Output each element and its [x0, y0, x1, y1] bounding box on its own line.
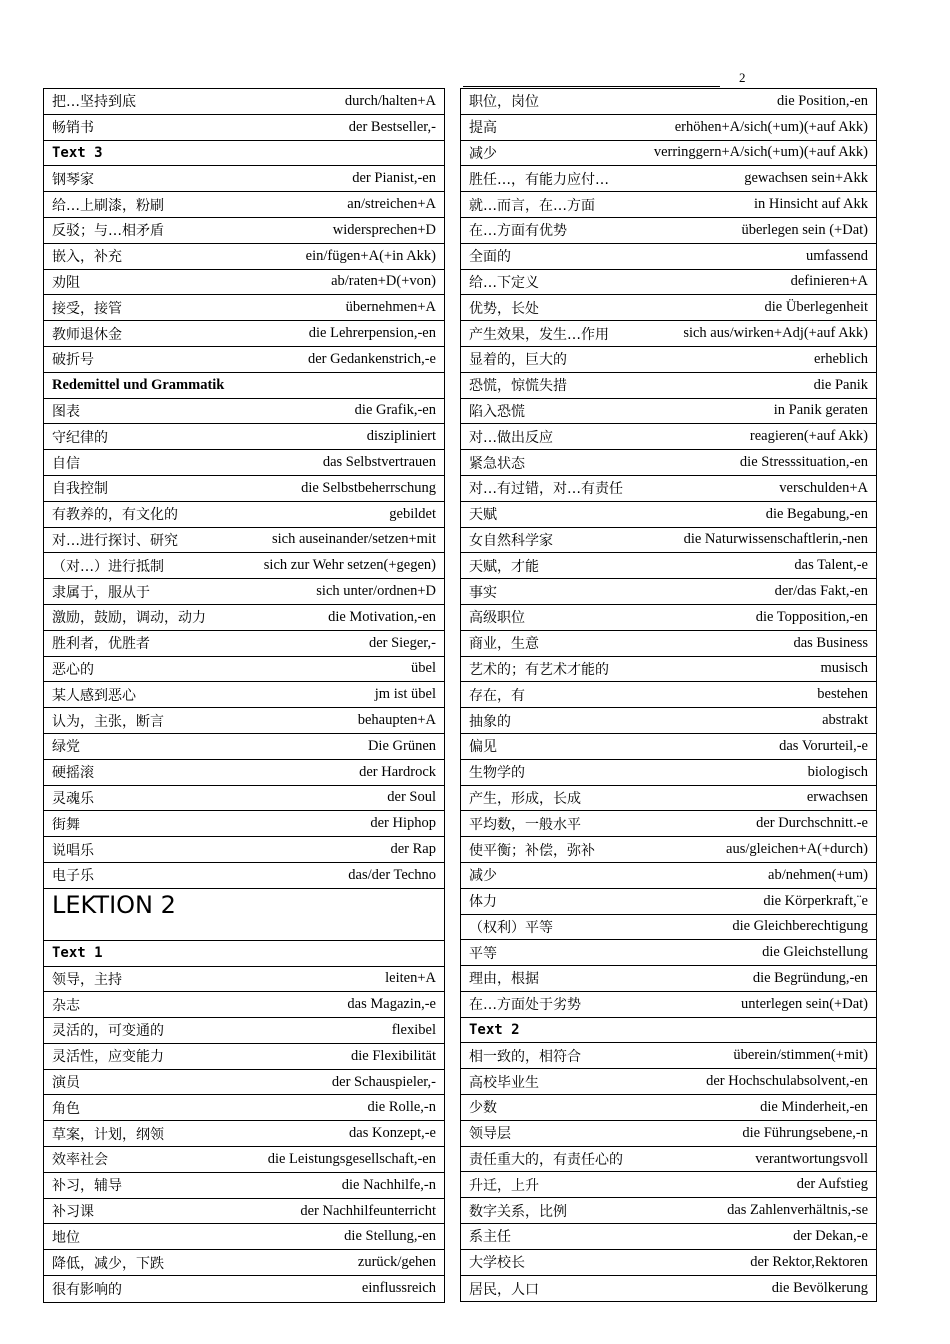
vocab-row: [461, 270, 876, 296]
german-term: überein/stimmen(+mit): [733, 1047, 868, 1064]
chinese-term: 显着的，巨大的: [469, 352, 567, 369]
vocab-row: [44, 1018, 444, 1044]
chinese-term: （对…）进行抵制: [52, 558, 164, 575]
vocab-row: [461, 579, 876, 605]
german-term: der Bestseller,-: [348, 118, 436, 135]
chinese-term: 就…而言，在…方面: [469, 197, 595, 214]
german-term: behaupten+A: [357, 712, 436, 729]
chinese-term: 对…有过错，对…有责任: [469, 481, 623, 498]
vocab-row: [44, 1250, 444, 1276]
german-term: der Soul: [387, 789, 436, 806]
vocab-row: [44, 1147, 444, 1173]
german-term: der Hiphop: [370, 815, 436, 832]
vocab-row: [461, 192, 876, 218]
german-term: flexibel: [391, 1021, 436, 1038]
vocab-row: [461, 502, 876, 528]
german-term: erwachsen: [806, 789, 868, 806]
german-term: gewachsen sein+Akk: [744, 170, 868, 187]
chinese-term: 高级职位: [469, 610, 525, 627]
vocab-row: [44, 631, 444, 657]
chinese-term: 责任重大的，有责任心的: [469, 1152, 623, 1169]
vocab-row: [461, 115, 876, 141]
chinese-term: 领导层: [469, 1126, 511, 1143]
chinese-term: 抽象的: [469, 713, 511, 730]
german-term: das Konzept,-e: [349, 1125, 436, 1142]
header-rule: [463, 86, 720, 87]
chinese-term: 数字关系，比例: [469, 1203, 567, 1220]
german-term: die Position,-en: [776, 92, 868, 109]
german-term: das Selbstvertrauen: [322, 454, 436, 471]
vocab-row: [44, 1199, 444, 1225]
chinese-term: 绿党: [52, 739, 80, 756]
chinese-term: 反驳；与…相矛盾: [52, 223, 164, 240]
vocab-row: [461, 476, 876, 502]
chinese-term: 效率社会: [52, 1152, 108, 1169]
german-term: die Selbstbeherrschung: [301, 479, 436, 496]
german-term: der Pianist,-en: [352, 170, 436, 187]
vocab-row: [461, 553, 876, 579]
section-title: Text 2: [469, 1022, 520, 1039]
chinese-term: 胜利者，优胜者: [52, 636, 150, 653]
vocab-row: [44, 786, 444, 812]
german-term: bestehen: [817, 686, 868, 703]
german-term: die Naturwissenschaftlerin,-nen: [683, 531, 868, 548]
german-term: in Panik geraten: [773, 402, 868, 419]
vocab-row: [44, 399, 444, 425]
vocab-row: [461, 760, 876, 786]
german-term: die Panik: [813, 376, 868, 393]
german-term: der Aufstieg: [796, 1176, 868, 1193]
chinese-term: 减少: [469, 868, 497, 885]
chinese-term: 灵活的，可变通的: [52, 1023, 164, 1040]
chinese-term: 女自然科学家: [469, 532, 553, 549]
chinese-term: 补习，辅导: [52, 1178, 122, 1195]
german-term: die Grafik,-en: [354, 402, 436, 419]
german-term: der Rap: [390, 841, 436, 857]
vocab-row: [461, 1172, 876, 1198]
german-term: die Gleichberechtigung: [732, 918, 868, 935]
vocab-row: [461, 1224, 876, 1250]
vocab-row: [44, 605, 444, 631]
vocab-row: [44, 89, 444, 115]
vocab-row: [461, 373, 876, 399]
german-term: die Begründung,-en: [752, 969, 868, 986]
vocab-row: [44, 115, 444, 141]
german-term: diszipliniert: [366, 428, 436, 445]
chinese-term: 体力: [469, 894, 497, 911]
vocab-row: [461, 657, 876, 683]
section-header: [461, 1018, 876, 1044]
vocab-row: [461, 141, 876, 167]
vocab-row: [461, 166, 876, 192]
vocab-row: [44, 682, 444, 708]
german-term: jm ist übel: [374, 686, 436, 703]
chinese-term: 硬摇滚: [52, 765, 94, 782]
german-term: das Vorurteil,-e: [779, 737, 868, 754]
german-term: der Dekan,-e: [793, 1227, 868, 1244]
vocab-row: [44, 760, 444, 786]
vocab-row: [461, 915, 876, 941]
german-term: die Topposition,-en: [755, 608, 868, 625]
chinese-term: 图表: [52, 403, 80, 420]
right-vocabulary-column: [460, 88, 877, 1302]
german-term: überlegen sein (+Dat): [741, 221, 868, 238]
section-title: Redemittel und Grammatik: [52, 376, 225, 393]
german-term: sich auseinander/setzen+mit: [272, 531, 436, 548]
vocab-row: [461, 347, 876, 373]
vocab-row: [461, 321, 876, 347]
chinese-term: 商业，生意: [469, 636, 539, 653]
chinese-term: 对…做出反应: [469, 429, 553, 446]
german-term: erheblich: [814, 350, 868, 367]
vocab-row: [44, 450, 444, 476]
vocab-row: [44, 476, 444, 502]
german-term: in Hinsicht auf Akk: [754, 196, 868, 213]
section-title: LEKTION 2: [52, 890, 176, 919]
chinese-term: 少数: [469, 1100, 497, 1117]
section-title: Text 1: [52, 945, 103, 962]
chinese-term: 在…方面处于劣势: [469, 997, 581, 1014]
vocab-row: [44, 1173, 444, 1199]
chinese-term: 天赋: [469, 507, 497, 524]
vocab-row: [44, 218, 444, 244]
chinese-term: 激励，鼓励，调动，动力: [52, 610, 206, 627]
vocab-row: [461, 450, 876, 476]
chinese-term: 偏见: [469, 739, 497, 756]
german-term: die Stellung,-en: [344, 1228, 436, 1245]
vocab-row: [44, 708, 444, 734]
german-term: der Gedankenstrich,-e: [307, 350, 436, 367]
german-term: die Motivation,-en: [328, 608, 436, 625]
chinese-term: 杂志: [52, 997, 80, 1014]
chinese-term: 认为，主张，断言: [52, 713, 164, 730]
german-term: gebildet: [389, 505, 436, 522]
german-term: das Talent,-e: [794, 557, 868, 574]
chinese-term: 灵活性，应变能力: [52, 1049, 164, 1066]
chinese-term: 天赋，才能: [469, 558, 539, 575]
vocab-row: [44, 1095, 444, 1121]
vocab-row: [461, 1276, 876, 1302]
german-term: die Nachhilfe,-n: [341, 1176, 436, 1193]
section-header: [44, 941, 444, 967]
german-term: der Rektor,Rektoren: [750, 1253, 868, 1270]
german-term: verantwortungsvoll: [755, 1150, 868, 1167]
chinese-term: 隶属于，服从于: [52, 584, 150, 601]
chinese-term: 接受，接管: [52, 300, 122, 317]
vocab-row: [461, 682, 876, 708]
chinese-term: 畅销书: [52, 120, 94, 137]
vocab-row: [44, 1121, 444, 1147]
german-term: erhöhen+A/sich(+um)(+auf Akk): [674, 118, 868, 135]
vocab-row: [461, 528, 876, 554]
chinese-term: 守纪律的: [52, 429, 108, 446]
german-term: das Magazin,-e: [347, 996, 436, 1013]
chinese-term: 钢琴家: [52, 171, 94, 188]
chinese-term: 草案，计划，纲领: [52, 1126, 164, 1143]
german-term: aus/gleichen+A(+durch): [726, 841, 868, 857]
vocab-row: [44, 734, 444, 760]
section-header: [44, 889, 444, 941]
german-term: ab/raten+D(+von): [331, 273, 436, 290]
german-term: der Schauspieler,-: [331, 1073, 436, 1090]
chinese-term: 把…坚持到底: [52, 94, 136, 111]
german-term: die Begabung,-en: [765, 505, 868, 522]
chinese-term: 紧急状态: [469, 455, 525, 472]
chinese-term: 高校毕业生: [469, 1074, 539, 1091]
vocab-row: [461, 605, 876, 631]
chinese-term: 事实: [469, 584, 497, 601]
vocab-row: [44, 528, 444, 554]
vocab-row: [461, 631, 876, 657]
chinese-term: 有教养的，有文化的: [52, 507, 178, 524]
german-term: übel: [411, 660, 436, 677]
german-term: verschulden+A: [779, 479, 868, 496]
vocab-row: [461, 1250, 876, 1276]
german-term: sich unter/ordnen+D: [316, 583, 436, 600]
vocab-row: [44, 553, 444, 579]
chinese-term: 给…上刷漆，粉刷: [52, 197, 164, 214]
chinese-term: 大学校长: [469, 1255, 525, 1272]
german-term: die Lehrerpension,-en: [308, 325, 436, 342]
chinese-term: 地位: [52, 1229, 80, 1246]
vocab-row: [461, 786, 876, 812]
vocab-row: [44, 579, 444, 605]
vocab-row: [44, 192, 444, 218]
vocab-row: [461, 399, 876, 425]
german-term: leiten+A: [385, 970, 436, 987]
chinese-term: 全面的: [469, 249, 511, 266]
vocab-row: [461, 1198, 876, 1224]
chinese-term: 产生效果，发生…作用: [469, 326, 609, 343]
german-term: ein/fügen+A(+in Akk): [305, 247, 436, 264]
german-term: sich zur Wehr setzen(+gegen): [263, 557, 436, 574]
german-term: biologisch: [807, 763, 868, 780]
vocab-row: [44, 270, 444, 296]
vocab-row: [461, 424, 876, 450]
section-header: [44, 141, 444, 167]
german-term: ab/nehmen(+um): [768, 866, 868, 883]
page-number: 2: [739, 70, 746, 85]
chinese-term: 优势，长处: [469, 300, 539, 317]
german-term: abstrakt: [822, 712, 868, 729]
german-term: das/der Techno: [348, 866, 436, 883]
german-term: umfassend: [805, 247, 868, 264]
german-term: definieren+A: [790, 273, 868, 290]
chinese-term: 艺术的；有艺术才能的: [469, 661, 609, 678]
german-term: der/das Fakt,-en: [774, 583, 868, 600]
chinese-term: 灵魂乐: [52, 790, 94, 807]
chinese-term: 嵌入，补充: [52, 249, 122, 266]
vocab-row: [461, 244, 876, 270]
german-term: zurück/gehen: [357, 1254, 436, 1271]
vocab-row: [44, 1044, 444, 1070]
vocab-row: [44, 811, 444, 837]
german-term: die Gleichstellung: [762, 944, 868, 961]
chinese-term: 陷入恐慌: [469, 403, 525, 420]
chinese-term: 相一致的，相符合: [469, 1048, 581, 1065]
chinese-term: 自我控制: [52, 481, 108, 498]
vocab-row: [461, 218, 876, 244]
vocab-row: [461, 708, 876, 734]
german-term: einflussreich: [361, 1280, 436, 1297]
german-term: der Sieger,-: [368, 634, 436, 651]
chinese-term: 很有影响的: [52, 1281, 122, 1298]
vocab-row: [461, 89, 876, 115]
chinese-term: 电子乐: [52, 868, 94, 885]
chinese-term: 职位，岗位: [469, 94, 539, 111]
vocab-row: [44, 321, 444, 347]
vocab-row: [461, 734, 876, 760]
section-title: Text 3: [52, 144, 103, 161]
german-term: die Minderheit,-en: [760, 1098, 868, 1115]
chinese-term: 恶心的: [52, 661, 94, 678]
german-term: die Stresssituation,-en: [739, 454, 868, 471]
german-term: reagieren(+auf Akk): [749, 428, 868, 445]
german-term: sich aus/wirken+Adj(+auf Akk): [683, 325, 868, 342]
chinese-term: 恐慌，惊慌失措: [469, 378, 567, 395]
german-term: widersprechen+D: [332, 221, 436, 238]
vocab-row: [461, 837, 876, 863]
vocab-row: [461, 811, 876, 837]
chinese-term: 降低，减少，下跌: [52, 1255, 164, 1272]
german-term: die Überlegenheit: [764, 299, 868, 316]
german-term: die Körperkraft,¨e: [763, 892, 868, 909]
chinese-term: 某人感到恶心: [52, 687, 136, 704]
vocab-row: [44, 657, 444, 683]
german-term: das Zahlenverhältnis,-se: [727, 1202, 868, 1219]
chinese-term: 破折号: [52, 352, 94, 369]
chinese-term: 给…下定义: [469, 274, 539, 291]
chinese-term: 升迁，上升: [469, 1177, 539, 1194]
vocab-row: [461, 966, 876, 992]
german-term: durch/halten+A: [344, 92, 436, 109]
vocab-row: [461, 1043, 876, 1069]
chinese-term: 减少: [469, 145, 497, 162]
chinese-term: 在…方面有优势: [469, 223, 567, 240]
german-term: der Durchschnitt.-e: [756, 815, 868, 832]
vocab-row: [44, 295, 444, 321]
chinese-term: （权利）平等: [469, 919, 553, 936]
vocab-row: [461, 1095, 876, 1121]
vocab-row: [44, 166, 444, 192]
left-vocabulary-column: [43, 88, 445, 1303]
vocab-row: [44, 967, 444, 993]
german-term: unterlegen sein(+Dat): [741, 995, 868, 1012]
vocab-row: [461, 1121, 876, 1147]
german-term: übernehmen+A: [345, 299, 436, 316]
vocab-row: [44, 1224, 444, 1250]
german-term: verringgern+A/sich(+um)(+auf Akk): [653, 144, 868, 161]
german-term: musisch: [820, 660, 868, 677]
vocab-row: [461, 863, 876, 889]
vocab-row: [461, 1147, 876, 1173]
vocab-row: [461, 992, 876, 1018]
section-header: [44, 373, 444, 399]
german-term: der Nachhilfeunterricht: [300, 1202, 436, 1219]
german-term: der Hochschulabsolvent,-en: [706, 1073, 868, 1090]
vocab-row: [461, 940, 876, 966]
german-term: der Hardrock: [359, 763, 436, 780]
chinese-term: 平均数，一般水平: [469, 816, 581, 833]
german-term: die Rolle,-n: [367, 1099, 436, 1116]
chinese-term: 教师退休金: [52, 326, 122, 343]
vocab-row: [44, 244, 444, 270]
chinese-term: 系主任: [469, 1229, 511, 1246]
chinese-term: 生物学的: [469, 765, 525, 782]
vocab-row: [44, 1070, 444, 1096]
german-term: Die Grünen: [367, 737, 436, 754]
german-term: an/streichen+A: [347, 196, 436, 213]
german-term: die Führungsebene,-n: [742, 1124, 868, 1141]
chinese-term: 使平衡；补偿，弥补: [469, 842, 595, 859]
vocab-row: [44, 863, 444, 889]
german-term: das Business: [793, 634, 868, 651]
vocab-row: [461, 889, 876, 915]
chinese-term: 存在，有: [469, 687, 525, 704]
chinese-term: 自信: [52, 455, 80, 472]
german-term: die Bevölkerung: [771, 1280, 868, 1297]
vocab-row: [44, 1276, 444, 1302]
vocab-row: [44, 992, 444, 1018]
chinese-term: 平等: [469, 945, 497, 962]
chinese-term: 胜任…，有能力应付…: [469, 171, 609, 188]
chinese-term: 理由，根据: [469, 971, 539, 988]
chinese-term: 领导，主持: [52, 971, 122, 988]
chinese-term: 产生，形成，长成: [469, 790, 581, 807]
chinese-term: 劝阻: [52, 274, 80, 291]
chinese-term: 对…进行探讨、研究: [52, 532, 178, 549]
german-term: die Flexibilität: [351, 1047, 436, 1064]
vocab-row: [44, 347, 444, 373]
chinese-term: 演员: [52, 1075, 80, 1092]
vocab-row: [44, 837, 444, 863]
chinese-term: 角色: [52, 1100, 80, 1117]
vocab-row: [44, 502, 444, 528]
vocab-row: [461, 295, 876, 321]
chinese-term: 居民，人口: [469, 1281, 539, 1298]
chinese-term: 提高: [469, 120, 497, 137]
german-term: die Leistungsgesellschaft,-en: [267, 1150, 436, 1167]
vocab-row: [461, 1069, 876, 1095]
chinese-term: 补习课: [52, 1204, 94, 1221]
chinese-term: 街舞: [52, 816, 80, 833]
chinese-term: 说唱乐: [52, 842, 94, 859]
vocab-row: [44, 424, 444, 450]
